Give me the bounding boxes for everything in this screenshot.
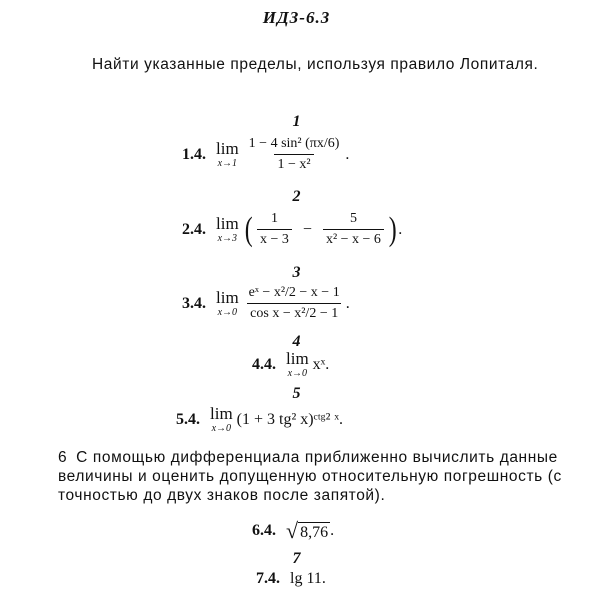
fraction-2 xyxy=(323,211,384,248)
lim-subscript: x→0 xyxy=(217,307,238,318)
section-number-2: 2 xyxy=(292,188,301,205)
left-paren: ( xyxy=(244,210,253,248)
problem-number: 3.4. xyxy=(182,294,206,312)
task-text: С помощью дифференциала приближенно вычислить данные величины и оценить допущенную относительную погрешность (с точностью до двух знаков после запятой). xyxy=(58,449,562,504)
problem-number: 2.4. xyxy=(182,220,206,238)
lim-subscript: x→1 xyxy=(217,158,238,169)
expression: xˣ. xyxy=(312,355,330,373)
period: . xyxy=(345,145,350,163)
lim-word: lim xyxy=(216,288,239,307)
fraction-1 xyxy=(257,211,292,248)
section-number-4: 4 xyxy=(292,333,301,350)
problem-number: 6.4. xyxy=(252,522,276,539)
problem-number: 7.4. xyxy=(256,570,280,587)
problem-number: 4.4. xyxy=(252,355,276,373)
lim-subscript: x→0 xyxy=(287,368,308,379)
lim-word: lim xyxy=(216,139,239,158)
problem-number: 5.4. xyxy=(176,410,200,428)
denominator: x − 3 xyxy=(257,229,292,248)
problem-3-4 xyxy=(182,285,350,322)
problem-4-4 xyxy=(252,350,329,379)
lim-word: lim xyxy=(286,349,309,368)
section-number-7: 7 xyxy=(292,550,301,567)
lim-word: lim xyxy=(210,404,233,423)
limit-operator xyxy=(286,350,309,379)
problem-2-4 xyxy=(182,211,402,248)
numerator: 5 xyxy=(349,211,357,226)
denominator: cos x − x²/2 − 1 xyxy=(247,303,341,322)
intro-text: Найти указанные пределы, используя правило Лопиталя. xyxy=(92,56,539,73)
right-paren: ) xyxy=(388,210,397,248)
radicand: 8,76 xyxy=(300,524,329,541)
period: . xyxy=(330,522,335,539)
problem-number: 1.4. xyxy=(182,145,206,163)
lim-subscript: x→0 xyxy=(211,423,232,434)
section-number-1: 1 xyxy=(292,113,301,130)
limit-operator xyxy=(216,289,239,318)
numerator: 1 xyxy=(270,211,278,226)
numerator: 1 − 4 sin² (πx/6) xyxy=(248,136,340,151)
expression: lg 11. xyxy=(290,570,326,587)
numerator: eˣ − x²/2 − x − 1 xyxy=(248,285,340,300)
radical-icon: √ xyxy=(286,518,299,543)
lim-subscript: x→3 xyxy=(217,233,238,244)
expression: (1 + 3 tg² x)ᶜᵗᵍ² ˣ. xyxy=(236,410,343,428)
task-6-text xyxy=(58,448,570,505)
problem-6-4 xyxy=(252,520,334,542)
problem-7-4 xyxy=(256,570,326,588)
fraction xyxy=(246,136,343,173)
minus-sign: − xyxy=(302,220,312,238)
limit-operator xyxy=(216,215,239,244)
period: . xyxy=(345,294,350,312)
square-root xyxy=(286,520,330,542)
limit-operator xyxy=(210,405,233,434)
lim-word: lim xyxy=(216,214,239,233)
task-number: 6 xyxy=(58,449,68,466)
fraction xyxy=(246,285,343,322)
limit-operator xyxy=(216,140,239,169)
page-title: ИДЗ-6.3 xyxy=(262,8,331,27)
problem-5-4 xyxy=(176,405,343,434)
period: . xyxy=(398,220,403,238)
section-number-3: 3 xyxy=(292,264,301,281)
problem-1-4 xyxy=(182,136,349,173)
denominator: x² − x − 6 xyxy=(323,229,384,248)
denominator: 1 − x² xyxy=(274,154,313,173)
section-number-5: 5 xyxy=(292,385,301,402)
